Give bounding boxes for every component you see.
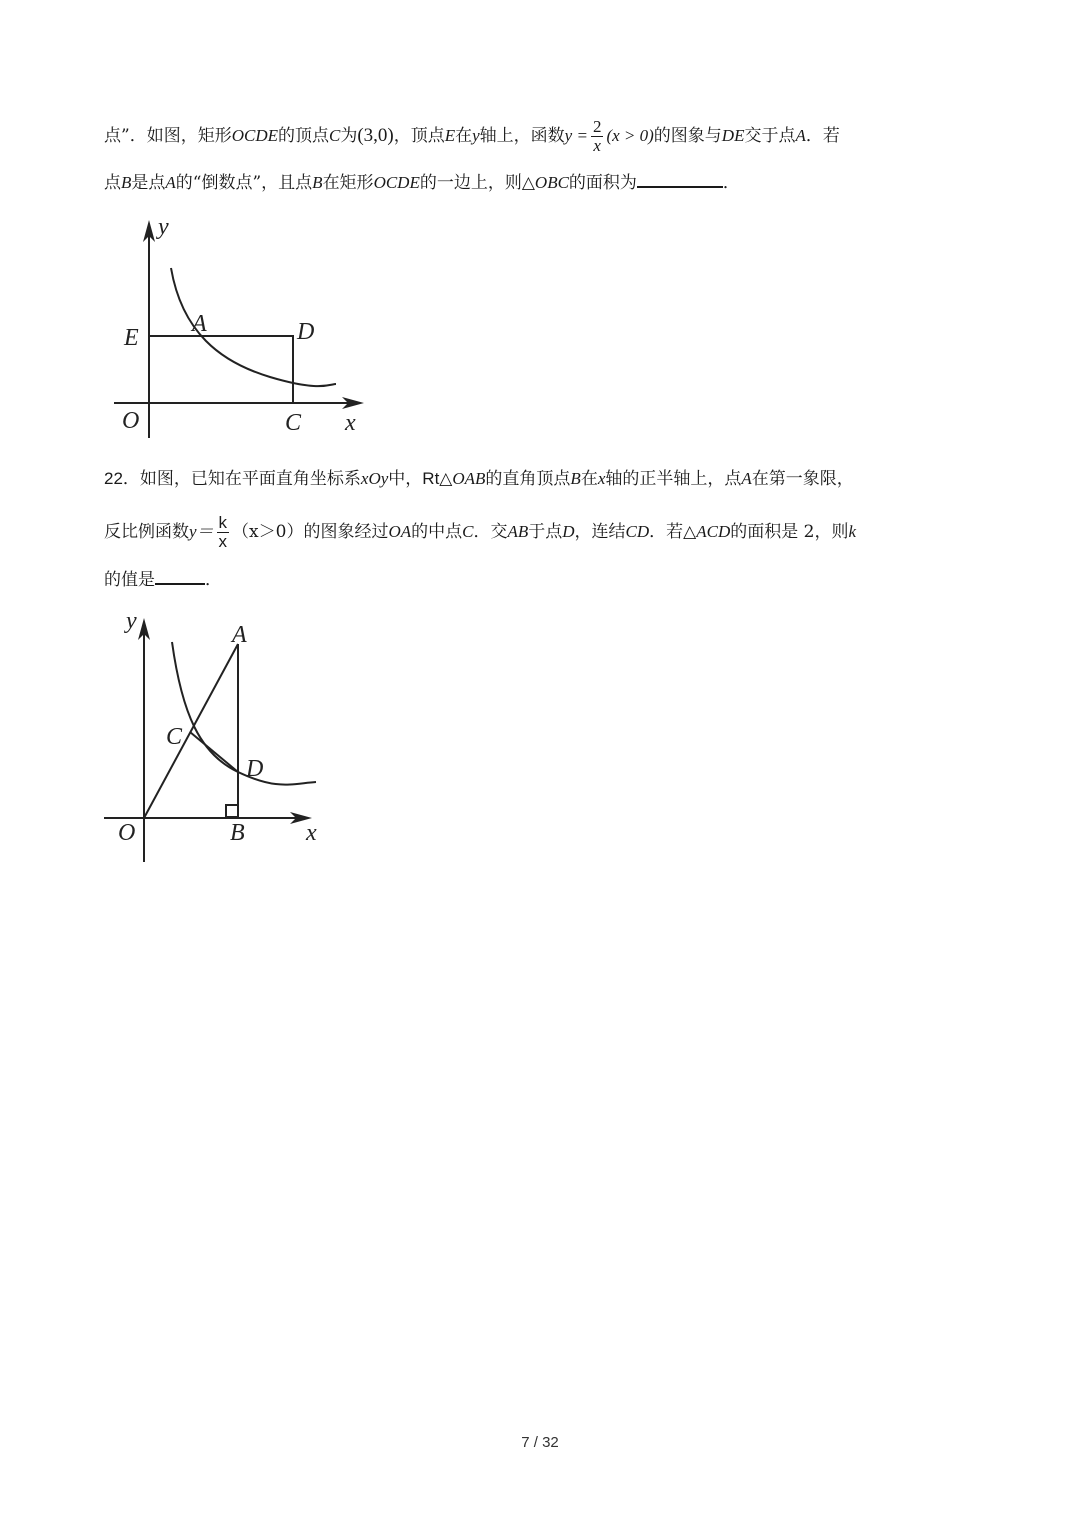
figure-q21 — [110, 212, 380, 444]
fig22-hyperbola — [172, 642, 316, 785]
fig21-label-y: y — [158, 214, 169, 240]
fig22-segment-OA — [144, 644, 238, 818]
fig22-label-O: O — [118, 820, 136, 846]
q22-line-3: 的值是 ． — [104, 565, 222, 593]
fig21-label-C: C — [285, 410, 302, 436]
question-number: 22． — [104, 469, 140, 488]
fig22-label-y: y — [126, 608, 137, 634]
q21-fraction: $\frac{2}{x}$ — [592, 117, 602, 155]
q22-fraction: $\frac{k}{x}$ — [218, 513, 228, 551]
fig22-label-C: C — [166, 724, 183, 750]
q21-line-2: 点B是点A的“倒数点”，且点B在矩形OCDE的一边上，则△OBC的面积为 ． — [104, 168, 740, 196]
q22-line-2: 反比例函数y＝ $\frac{k}{x}$ （x＞0）的图象经过OA的中点C．交AB于点D，连结CD．若△ACD的面积是 2，则k — [104, 513, 857, 551]
fig22-label-D: D — [246, 756, 264, 782]
answer-blank-21[interactable] — [637, 168, 723, 188]
fig21-label-E: E — [124, 325, 139, 351]
fig21-rectangle — [149, 336, 293, 403]
fig21-label-A: A — [192, 311, 207, 337]
fig22-right-angle-mark — [226, 805, 238, 817]
fig21-label-D: D — [297, 319, 315, 345]
fig22-label-x: x — [306, 820, 317, 846]
page-number: 7 / 32 — [521, 1434, 559, 1451]
q21-line-1: 点”．如图，矩形OCDE的顶点C为(3,0)，顶点E在y轴上，函数y = $\frac{2}{x}$ (x > 0)的图象与DE交于点A．若 — [104, 117, 840, 155]
fig22-label-B: B — [230, 820, 245, 846]
fig21-label-O: O — [122, 408, 140, 434]
figure-q22 — [100, 604, 330, 866]
fig21-label-x: x — [345, 410, 356, 436]
fig22-label-A: A — [232, 622, 247, 648]
answer-blank-22[interactable] — [155, 565, 205, 585]
q22-line-1: 22．如图，已知在平面直角坐标系xOy中，Rt△OAB的直角顶点B在x轴的正半轴上，点A在第一象限， — [104, 469, 854, 489]
fig22-segment-CD — [190, 732, 238, 772]
